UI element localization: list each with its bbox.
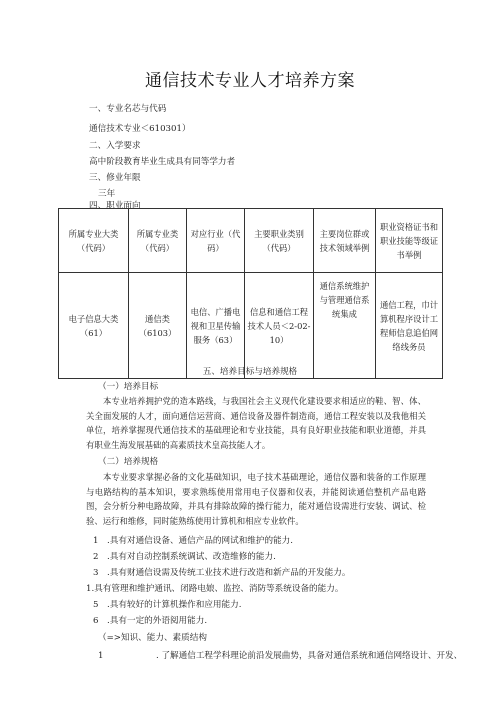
goal-paragraph: 本专业培养拥护党的造本路线，与我国社会主义现代化建设要求相适应的鞋、智、体、关全面发展的人才，面向通信运营商、通信设备及器件制造商，通信工程安装以及我他相关单位，培养掌握现代通信技术的基础理论和专业技能，具有良好职业技能和职业道德，并具有职业生海发展基础的高素质技术皇高技能人才。 xyxy=(86,396,426,450)
list-item: 5 .具有较好的计算机操作和应用能力. xyxy=(93,600,242,610)
list-item: 3 .具有财通信设需及传统工业技术进行改造和新产品的开发能力。 xyxy=(93,568,351,578)
spec-paragraph: 本专业要求掌握必备的文化基础知识，电子技术基础理论，通信仪器和装备的工作原理与电路结构的基本知识，要求熟练使用常用电子仪器和仪表，并能阅读通信整机产品电路图，会分析分种电路故障，并具有排除故障的操行能力，能对通信设需进行安装、调试、检验、运行和维修，同时能熟练使用计算机和相应专业软件。 xyxy=(86,472,426,526)
list-item: 1 .具有对通信设备、通信产品的网试和维护的能力. xyxy=(93,536,293,546)
goal-heading: （一）培养目标 xyxy=(98,382,159,392)
section-2-value: 高中阶段教育毕业生成具有同等学力者 xyxy=(89,157,236,167)
table-header-cell: 职业资格证书和职业技能等级证书举例 xyxy=(376,209,443,273)
section-5-heading: 五、培养目标与培养规格 xyxy=(202,367,298,377)
table-row xyxy=(59,273,443,379)
table-header-cell: 所属专业大类（代码） xyxy=(59,209,129,273)
career-table xyxy=(58,208,443,379)
table-cell: 信息和通信工程技术人员＜2-02-10） xyxy=(245,273,314,379)
table-cell: 电信、广播电视和卫星传输服务（63） xyxy=(187,273,245,379)
table-cell: 通信工程，巾计算机程序设计工程师信息追伯网 络线务员 xyxy=(376,273,443,379)
table-cell: 通信类（6103） xyxy=(129,273,187,379)
document-title: 通信技术专业人才培养方案 xyxy=(145,71,355,91)
section-1-heading: 一、专业名芯与代码 xyxy=(89,104,167,114)
structure-item-number: 1 xyxy=(98,651,104,661)
structure-item-text: . 了解通信工程学科理论前沿发展曲势，具备对通信系统和通信网络设计、开发、 xyxy=(156,651,463,661)
section-3-heading: 三、修业年限 xyxy=(89,173,141,183)
list-item: 6 .具有一定的外语阅用能力. xyxy=(93,616,208,626)
table-header-cell: 所属专业类（代码） xyxy=(129,209,187,273)
section-4-heading: 四、职业面向 xyxy=(89,201,141,211)
table-header-row xyxy=(59,209,443,273)
structure-heading: （=>知识、能力、素质结构 xyxy=(98,633,207,643)
table-cell: 通信系统维护与管理通信系统集成 xyxy=(314,273,376,379)
table-header-cell: 对应行业（代码） xyxy=(187,209,245,273)
list-item: 2 .具有对自动控制系统调试、改造维修的能力. xyxy=(93,552,276,562)
list-item: 1.具有管理和维护通讯、闭路电娘、监控、消防等系统设备的能力。 xyxy=(86,584,344,594)
spec-heading: （二）培养规格 xyxy=(98,457,159,467)
table-header-cell: 主要职业类别（代码） xyxy=(245,209,314,273)
table-cell: 电子信息大类（61） xyxy=(59,273,129,379)
section-1-value: 通信技术专业＜610301） xyxy=(89,124,191,134)
section-2-heading: 二、入学要求 xyxy=(89,141,141,151)
table-header-cell: 主要岗位群或技术领域举例 xyxy=(314,209,376,273)
section-3-value: 三年 xyxy=(98,189,116,199)
